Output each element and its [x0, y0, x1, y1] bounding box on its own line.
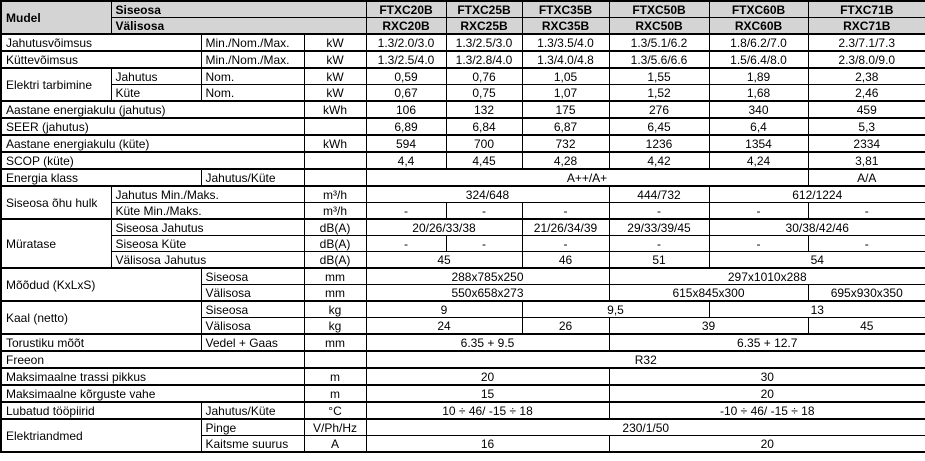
unit-cell: m³/h [304, 186, 366, 203]
value-cell: 0,67 [366, 85, 446, 102]
value-cell: 550x658x273 [366, 285, 609, 302]
value-cell: 1.3/4.0/4.8 [522, 51, 609, 68]
value-cell: - [808, 203, 925, 220]
row-label: SEER (jahutus) [1, 118, 304, 135]
value-cell: -10 ÷ 46/ -15 ÷ 18 [609, 402, 925, 419]
outdoor-model-header: RXC25B [446, 18, 522, 35]
value-cell: 444/732 [609, 186, 709, 203]
outdoor-model-header: RXC71B [808, 18, 925, 35]
value-cell: 175 [522, 101, 609, 118]
value-cell: 6.35 + 12.7 [609, 334, 925, 351]
table-row [1, 118, 925, 135]
value-cell: 21/26/34/39 [522, 219, 609, 236]
value-cell: 700 [446, 135, 522, 152]
value-cell: 4,24 [709, 152, 808, 169]
value-cell: 45 [808, 318, 925, 335]
table-row [1, 252, 925, 269]
value-cell: 3,81 [808, 152, 925, 169]
value-cell: 20 [366, 368, 609, 385]
sub-label: Min./Nom./Max. [201, 34, 304, 51]
value-cell: 54 [709, 252, 925, 269]
value-cell: 288x785x250 [366, 268, 609, 285]
table-body [1, 34, 925, 452]
value-cell: 6,4 [709, 118, 808, 135]
value-cell: 6.35 + 9.5 [366, 334, 609, 351]
indoor-model-header: FTXC60B [709, 1, 808, 18]
row-label: Elektri tarbimine [1, 68, 111, 101]
value-cell: 29/33/39/45 [609, 219, 709, 236]
outdoor-model-header: RXC20B [366, 18, 446, 35]
sub-label: Välisosa [201, 285, 304, 302]
value-cell: 46 [522, 252, 609, 269]
value-cell: 24 [366, 318, 522, 335]
table-row [1, 18, 925, 35]
indoor-model-header: FTXC25B [446, 1, 522, 18]
value-cell: 5,3 [808, 118, 925, 135]
value-cell: 340 [709, 101, 808, 118]
value-cell: 1,05 [522, 68, 609, 85]
value-cell: 1354 [709, 135, 808, 152]
value-cell: 132 [446, 101, 522, 118]
value-cell: 4,42 [609, 152, 709, 169]
table-row [1, 236, 925, 252]
value-cell: - [609, 203, 709, 220]
table-row [1, 51, 925, 68]
value-cell: 20 [609, 436, 925, 453]
unit-cell: kW [304, 51, 366, 68]
outdoor-unit-label: Välisosa [111, 18, 366, 35]
value-cell: 2,38 [808, 68, 925, 85]
value-cell: 1.3/2.5/4.0 [366, 51, 446, 68]
value-cell: 6,87 [522, 118, 609, 135]
value-cell: - [522, 203, 609, 220]
value-cell: 6,45 [609, 118, 709, 135]
row-label: Maksimaalne trassi pikkus [1, 368, 304, 385]
unit-cell [304, 152, 366, 169]
table-row [1, 385, 925, 402]
row-label: Maksimaalne kõrguste vahe [1, 385, 304, 402]
value-cell: 695x930x350 [808, 285, 925, 302]
row-label: Kaal (netto) [1, 301, 201, 334]
value-cell: 1,89 [709, 68, 808, 85]
unit-cell: dB(A) [304, 252, 366, 269]
value-cell: 594 [366, 135, 446, 152]
value-cell: 1,07 [522, 85, 609, 102]
sub-label: Siseosa [201, 268, 304, 285]
value-cell: 30/38/42/46 [709, 219, 925, 236]
sub-label: Vedel + Gaas [201, 334, 304, 351]
sub-label: Jahutus/Küte [201, 402, 304, 419]
value-cell: 276 [609, 101, 709, 118]
row-label: Jahutusvõimsus [1, 34, 201, 51]
table-row [1, 402, 925, 419]
value-cell: 1.3/5.6/6.6 [609, 51, 709, 68]
value-cell: 1.3/3.5/4.0 [522, 34, 609, 51]
value-cell: 732 [522, 135, 609, 152]
unit-cell: kW [304, 85, 366, 102]
row-label: SCOP (küte) [1, 152, 304, 169]
indoor-model-header: FTXC20B [366, 1, 446, 18]
value-cell: 30 [609, 368, 925, 385]
value-cell: 4,28 [522, 152, 609, 169]
value-cell: 20 [609, 385, 925, 402]
value-cell: 6,89 [366, 118, 446, 135]
value-cell: - [709, 236, 808, 252]
row-label: Müratase [1, 219, 111, 268]
value-cell: 51 [609, 252, 709, 269]
table-row [1, 351, 925, 368]
sub-label: Küte Min./Maks. [111, 203, 304, 220]
indoor-model-header: FTXC35B [522, 1, 609, 18]
unit-cell: kW [304, 68, 366, 85]
table-row [1, 219, 925, 236]
unit-cell [304, 118, 366, 135]
row-label: Aastane energiakulu (küte) [1, 135, 304, 152]
indoor-model-header: FTXC71B [808, 1, 925, 18]
value-cell: - [609, 236, 709, 252]
value-cell: 0,75 [446, 85, 522, 102]
sub-label: Min./Nom./Max. [201, 51, 304, 68]
value-cell: 1.3/2.0/3.0 [366, 34, 446, 51]
value-cell: 0,76 [446, 68, 522, 85]
value-cell: 1.3/5.1/6.2 [609, 34, 709, 51]
unit-cell: V/Ph/Hz [304, 419, 366, 436]
row-label: Elektriandmed [1, 419, 201, 452]
value-cell: 26 [522, 318, 609, 335]
value-cell: 0,59 [366, 68, 446, 85]
table-row [1, 368, 925, 385]
value-cell: 9,5 [522, 301, 709, 318]
unit-cell: m [304, 385, 366, 402]
value-cell: 1.8/6.2/7.0 [709, 34, 808, 51]
value-cell: 324/648 [366, 186, 609, 203]
value-cell: 106 [366, 101, 446, 118]
value-cell: 2,46 [808, 85, 925, 102]
value-cell: - [522, 236, 609, 252]
value-cell: - [709, 203, 808, 220]
value-cell: 45 [366, 252, 522, 269]
unit-cell: kWh [304, 135, 366, 152]
value-cell: 13 [709, 301, 925, 318]
value-cell: 6,84 [446, 118, 522, 135]
row-label: Freeon [1, 351, 304, 368]
value-cell: 10 ÷ 46/ -15 ÷ 18 [366, 402, 609, 419]
row-label: Lubatud tööpiirid [1, 402, 201, 419]
value-cell: 2334 [808, 135, 925, 152]
row-label: Küttevõimsus [1, 51, 201, 68]
sub-label: Kaitsme suurus [201, 436, 304, 453]
unit-cell: dB(A) [304, 219, 366, 236]
sub-label: Välisosa [201, 318, 304, 335]
sub-label: Jahutus Min./Maks. [111, 186, 304, 203]
value-cell: R32 [366, 351, 925, 368]
table-row [1, 334, 925, 351]
value-cell: A/A [808, 169, 925, 186]
value-cell: 1,68 [709, 85, 808, 102]
value-cell: 9 [366, 301, 522, 318]
value-cell: A++/A+ [366, 169, 808, 186]
sub-label: Jahutus/Küte [201, 169, 304, 186]
unit-cell: °C [304, 402, 366, 419]
table-row [1, 85, 925, 102]
value-cell: 612/1224 [709, 186, 925, 203]
value-cell: 230/1/50 [366, 419, 925, 436]
unit-cell: dB(A) [304, 236, 366, 252]
indoor-model-header: FTXC50B [609, 1, 709, 18]
value-cell: 16 [366, 436, 609, 453]
value-cell: 1,52 [609, 85, 709, 102]
value-cell: 615x845x300 [609, 285, 808, 302]
unit-cell: mm [304, 334, 366, 351]
row-label: Torustiku mõõt [1, 334, 201, 351]
value-cell: 1.3/2.8/4.0 [446, 51, 522, 68]
value-cell: 1.5/6.4/8.0 [709, 51, 808, 68]
table-row [1, 301, 925, 318]
value-cell: 297x1010x288 [609, 268, 925, 285]
table-row [1, 101, 925, 118]
outdoor-model-header: RXC60B [709, 18, 808, 35]
sub-label: Siseosa [201, 301, 304, 318]
value-cell: 2.3/8.0/9.0 [808, 51, 925, 68]
outdoor-model-header: RXC35B [522, 18, 609, 35]
unit-cell: m³/h [304, 203, 366, 220]
value-cell: - [366, 203, 446, 220]
sub-label: Küte [111, 85, 201, 102]
value-cell: 4,45 [446, 152, 522, 169]
value-cell: 2.3/7.1/7.3 [808, 34, 925, 51]
unit-cell: A [304, 436, 366, 453]
sub-label: Nom. [201, 85, 304, 102]
row-label: Mõõdud (KxLxS) [1, 268, 201, 301]
value-cell: - [808, 236, 925, 252]
table-row [1, 68, 925, 85]
value-cell: 20/26/33/38 [366, 219, 522, 236]
value-cell: - [366, 236, 446, 252]
unit-cell [304, 351, 366, 368]
unit-cell: kW [304, 34, 366, 51]
row-label: Energia klass [1, 169, 201, 186]
table-row [1, 1, 925, 18]
value-cell: - [446, 203, 522, 220]
table-row [1, 34, 925, 51]
value-cell: - [446, 236, 522, 252]
value-cell: 4,4 [366, 152, 446, 169]
value-cell: 1236 [609, 135, 709, 152]
unit-cell: kg [304, 318, 366, 335]
unit-cell [304, 169, 366, 186]
sub-label: Siseosa Küte [111, 236, 304, 252]
sub-label: Välisosa Jahutus [111, 252, 304, 269]
value-cell: 39 [609, 318, 808, 335]
sub-label: Siseosa Jahutus [111, 219, 304, 236]
indoor-unit-label: Siseosa [111, 1, 366, 18]
table-row [1, 169, 925, 186]
table-row [1, 135, 925, 152]
value-cell: 1,55 [609, 68, 709, 85]
unit-cell: m [304, 368, 366, 385]
unit-cell: mm [304, 268, 366, 285]
value-cell: 1.3/2.5/3.0 [446, 34, 522, 51]
row-label: Siseosa õhu hulk [1, 186, 111, 219]
sub-label: Jahutus [111, 68, 201, 85]
sub-label: Pinge [201, 419, 304, 436]
table-row [1, 152, 925, 169]
value-cell: 459 [808, 101, 925, 118]
row-label: Aastane energiakulu (jahutus) [1, 101, 304, 118]
sub-label: Nom. [201, 68, 304, 85]
table-row [1, 186, 925, 203]
unit-cell: kWh [304, 101, 366, 118]
outdoor-model-header: RXC50B [609, 18, 709, 35]
table-row [1, 203, 925, 220]
unit-cell: mm [304, 285, 366, 302]
table-row [1, 268, 925, 285]
unit-cell: kg [304, 301, 366, 318]
value-cell: 15 [366, 385, 609, 402]
table-row [1, 419, 925, 436]
table-header [1, 1, 925, 34]
model-row-label: Mudel [1, 1, 111, 34]
